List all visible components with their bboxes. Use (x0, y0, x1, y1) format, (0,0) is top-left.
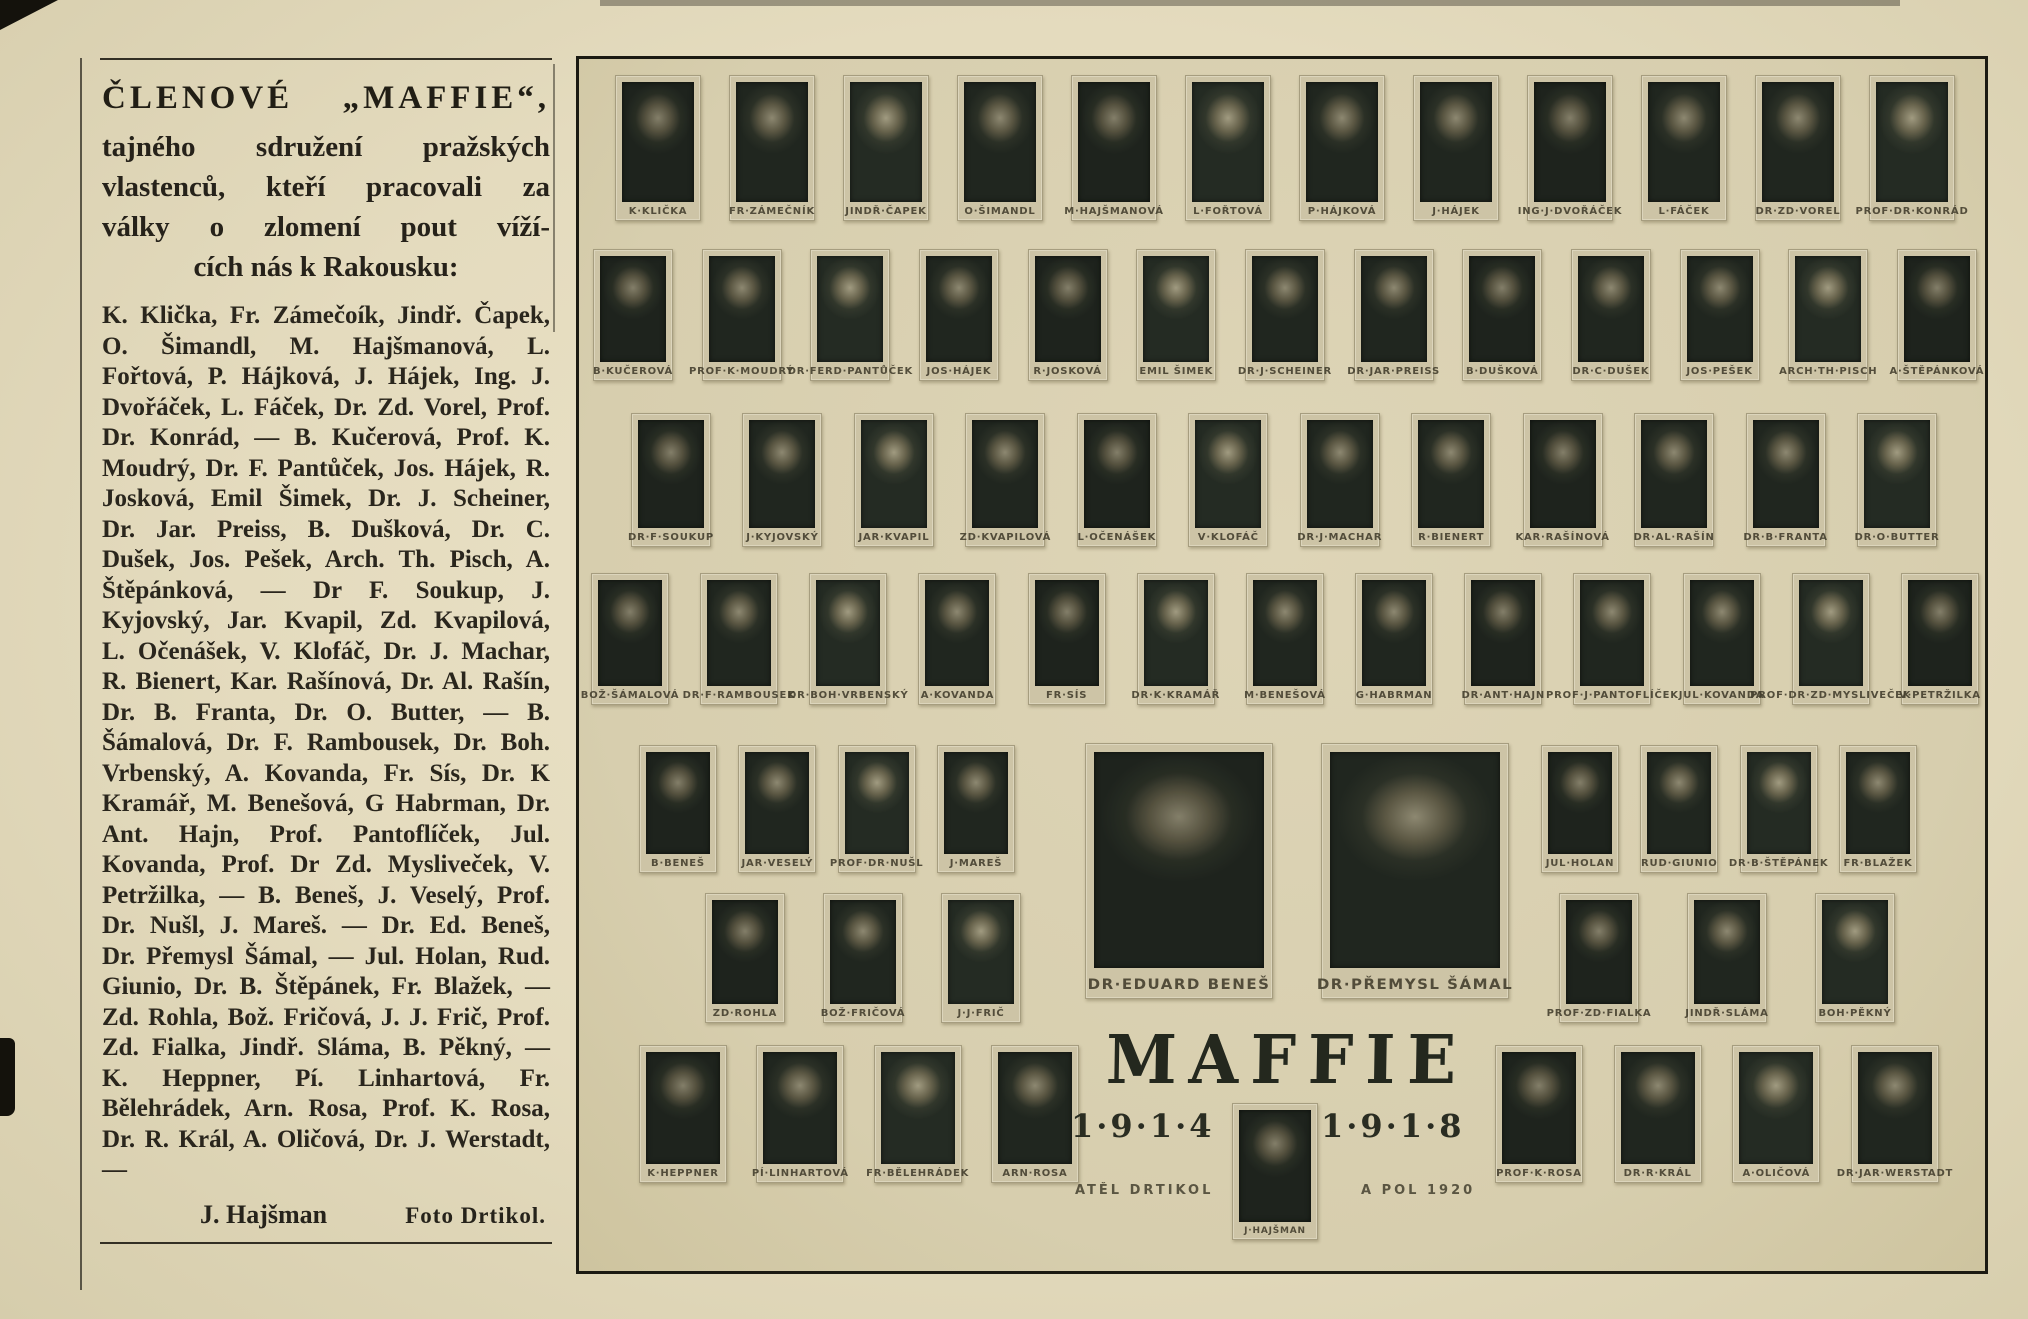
portrait-image (1648, 82, 1720, 202)
portrait-caption: JINDŘ·SLÁMA (1685, 1008, 1769, 1019)
portrait-image (1690, 580, 1754, 686)
portrait-photo (1185, 75, 1271, 221)
portrait-caption: V·PETRŽILKA (1898, 690, 1981, 701)
portrait-caption: J·HÁJEK (1432, 206, 1480, 217)
portrait-photo (1546, 573, 1679, 705)
portrait-image (1252, 256, 1318, 362)
portrait-image (1078, 82, 1150, 202)
portrait-image (1876, 82, 1948, 202)
portrait-caption: DR·C·DUŠEK (1572, 366, 1650, 377)
portrait-image (998, 1052, 1072, 1164)
scan-artifact-edge (0, 1038, 15, 1116)
portrait-photo (742, 413, 822, 547)
portrait-photo (959, 413, 1052, 547)
portrait-caption: DR·JAR·PREISS (1347, 366, 1440, 377)
portrait-caption: DR·J·SCHEINER (1237, 366, 1332, 377)
portrait-image (1143, 256, 1209, 362)
portrait-caption: FR·BLAŽEK (1843, 858, 1913, 869)
portrait-photo (682, 573, 796, 705)
portrait-photo (1839, 745, 1917, 873)
portrait-photo (1898, 573, 1981, 705)
portrait-image (926, 256, 992, 362)
portrait-image (1795, 256, 1861, 362)
portrait-image (1753, 420, 1819, 528)
portrait-image (1469, 256, 1535, 362)
portrait-caption: RUD·GIUNIO (1641, 858, 1718, 869)
portrait-caption: PROF·J·PANTOFLÍČEK (1546, 690, 1679, 701)
portrait-group-row1 (615, 75, 1969, 221)
portrait-caption: JAR·KVAPIL (858, 532, 930, 543)
portrait-photo (1571, 249, 1651, 381)
portrait-photo (705, 893, 785, 1023)
portrait-caption: FR·ZÁMEČNÍK (728, 206, 816, 217)
portrait-caption: P·HÁJKOVÁ (1307, 206, 1377, 217)
portrait-image (1307, 420, 1373, 528)
portrait-photo (1546, 893, 1652, 1023)
portrait-photo (1077, 413, 1157, 547)
portrait-caption: DR·BOH·VRBENSKÝ (788, 690, 909, 701)
portrait-photo (1064, 75, 1164, 221)
portrait-photo (918, 573, 996, 705)
portrait-caption: DR·PŘEMYSL ŠÁMAL (1316, 975, 1514, 993)
portrait-image (1502, 1052, 1576, 1164)
portrait-image (1418, 420, 1484, 528)
portrait-image (881, 1052, 955, 1164)
portrait-photo (1136, 249, 1216, 381)
portrait-caption: B·DUŠKOVÁ (1465, 366, 1539, 377)
portrait-caption: J·HAJŠMAN (1244, 1226, 1306, 1236)
portrait-image (646, 1052, 720, 1164)
portrait-photo (1640, 745, 1718, 873)
portrait-photo (1131, 573, 1221, 705)
portrait-photo (1634, 413, 1714, 547)
portrait-photo (788, 573, 909, 705)
portrait-image (646, 752, 710, 854)
portrait-image (1739, 1052, 1813, 1164)
scan-artifact-corner (0, 0, 58, 30)
portrait-image (1566, 900, 1632, 1004)
portrait-image (1846, 752, 1910, 854)
portrait-photo (1316, 743, 1514, 999)
portrait-caption: FR·BĚLEHRÁDEK (866, 1168, 970, 1179)
atelier-date: A POL 1920 (1361, 1183, 1476, 1198)
atelier-credit: ATĚL DRTIKOL (1075, 1183, 1214, 1198)
portrait-caption: A·KOVANDA (920, 690, 995, 701)
portrait-caption: KAR·RAŠÍNOVÁ (1515, 532, 1610, 543)
portrait-photo (941, 893, 1021, 1023)
portrait-photo (639, 1045, 727, 1183)
portrait-caption: BOH·PĚKNÝ (1818, 1008, 1892, 1019)
portrait-caption: G·HABRMAN (1355, 690, 1433, 701)
portrait-image (622, 82, 694, 202)
portrait-photo (729, 75, 815, 221)
portrait-caption: L·FOŘTOVÁ (1193, 206, 1263, 217)
year-1918: 1·9·1·8 (1321, 1107, 1465, 1145)
portrait-image (1647, 752, 1711, 854)
portrait-caption: JOS·PEŠEK (1686, 366, 1753, 377)
portrait-photo (919, 249, 999, 381)
portrait-photo (1854, 413, 1940, 547)
portrait-photo (1237, 249, 1332, 381)
portrait-caption: DR·EDUARD BENEŠ (1087, 975, 1271, 993)
portrait-photo (1299, 75, 1385, 221)
portrait-image (736, 82, 808, 202)
portrait-image (1687, 256, 1753, 362)
portrait-image (1192, 82, 1264, 202)
portrait-caption: JOS·HÁJEK (926, 366, 992, 377)
portrait-image (749, 420, 815, 528)
portrait-caption: PÍ·LINHARTOVÁ (751, 1168, 849, 1179)
portrait-image (1530, 420, 1596, 528)
article-heading: ČLENOVÉ „MAFFIE“, (102, 80, 550, 116)
portrait-caption: ARCH·TH·PISCH (1779, 366, 1878, 377)
portrait-image (598, 580, 662, 686)
portrait-photo (1085, 743, 1273, 999)
article-subtitle-line: války o zlomení pout víží- (102, 211, 550, 243)
portrait-image (1822, 900, 1888, 1004)
portrait-image (1253, 580, 1317, 686)
portrait-image (1641, 420, 1707, 528)
portrait-image (1621, 1052, 1695, 1164)
portrait-photo (1462, 249, 1542, 381)
portrait-photo (1836, 1045, 1954, 1183)
portrait-group-center-pair (1085, 743, 1514, 999)
portrait-caption: A·OLIČOVÁ (1742, 1168, 1811, 1179)
portrait-photo (1732, 1045, 1820, 1183)
portrait-photo (1541, 745, 1619, 873)
left-text-column (100, 58, 552, 1244)
portrait-caption: B·BENEŠ (651, 858, 705, 869)
portrait-image (850, 82, 922, 202)
portrait-caption: DR·R·KRÁL (1623, 1168, 1692, 1179)
portrait-group-row4 (580, 573, 1981, 705)
portrait-image (817, 256, 883, 362)
portrait-caption: DR·F·RAMBOUSEK (682, 690, 796, 701)
portrait-photo (1028, 249, 1108, 381)
portrait-photo (991, 1045, 1079, 1183)
maffie-logo-text: MAFFIE (1105, 1021, 1469, 1100)
portrait-caption: PROF·K·MOUDRÝ (688, 366, 795, 377)
article-subtitle-line: vlastenců, kteří pracovali za (102, 171, 550, 203)
portrait-caption: DR·FERD·PANTŮČEK (787, 366, 914, 377)
portrait-caption: DR·AL·RAŠÍN (1633, 532, 1715, 543)
portrait-image (1471, 580, 1535, 686)
portrait-image (925, 580, 989, 686)
portrait-photo (1517, 75, 1623, 221)
portrait-photo (1687, 893, 1767, 1023)
portrait-photo (1515, 413, 1610, 547)
portrait-photo (1246, 573, 1324, 705)
portrait-image (1580, 580, 1644, 686)
portrait-photo (787, 249, 914, 381)
portrait-caption: J·MAREŠ (949, 858, 1003, 869)
year-1914: 1·9·1·4 (1071, 1107, 1215, 1145)
portrait-image (1864, 420, 1930, 528)
portrait-caption: DR·JAR·WERSTADT (1836, 1168, 1954, 1179)
portrait-image (745, 752, 809, 854)
portrait-image (709, 256, 775, 362)
portrait-image (1534, 82, 1606, 202)
portrait-image (1239, 1110, 1311, 1222)
portrait-caption: M·HAJŠMANOVÁ (1064, 206, 1164, 217)
portrait-image (1035, 256, 1101, 362)
portrait-photo (688, 249, 795, 381)
portrait-caption: JINDŘ·ČAPEK (845, 206, 927, 217)
portrait-image (707, 580, 771, 686)
portrait-group-row5-right (1541, 745, 1917, 873)
portrait-caption: PROF·DR·KONRÁD (1855, 206, 1969, 217)
portrait-photo (957, 75, 1043, 221)
portrait-image (1144, 580, 1208, 686)
portrait-photo (580, 573, 680, 705)
portrait-caption: ZD·KVAPILOVÁ (959, 532, 1052, 543)
portrait-caption: PROF·ZD·FIALKA (1546, 1008, 1652, 1019)
portrait-caption: DR·B·FRANTA (1743, 532, 1828, 543)
portrait-caption: DR·B·ŠTĚPÁNEK (1728, 858, 1829, 869)
portrait-caption: DR·ZD·VOREL (1755, 206, 1841, 217)
column-divider-rule (553, 64, 555, 332)
column-footer (100, 1200, 552, 1230)
portrait-image (1094, 752, 1264, 968)
portrait-image (948, 900, 1014, 1004)
portrait-caption: R·JOSKOVÁ (1033, 366, 1102, 377)
portrait-image (830, 900, 896, 1004)
portrait-caption: DR·F·SOUKUP (627, 532, 715, 543)
portrait-photo (615, 75, 701, 221)
portrait-photo (829, 745, 924, 873)
portrait-photo (751, 1045, 849, 1183)
portrait-image (964, 82, 1036, 202)
portrait-caption: R·BIENERT (1418, 532, 1485, 543)
portrait-photo (627, 413, 715, 547)
portrait-caption: DR·K·KRAMÁŘ (1131, 690, 1221, 701)
portrait-caption: FR·SÍS (1045, 690, 1088, 701)
portrait-photo (1411, 413, 1491, 547)
portrait-image (845, 752, 909, 854)
portrait-caption: A·ŠTĚPÁNKOVÁ (1889, 366, 1985, 377)
portrait-image (1578, 256, 1644, 362)
portrait-group-row2 (592, 249, 1985, 381)
portrait-caption: L·FÁČEK (1658, 206, 1710, 217)
portrait-photo (1750, 573, 1912, 705)
portrait-image (1762, 82, 1834, 202)
portrait-photo (1779, 249, 1878, 381)
portrait-caption: L·OČENÁŠEK (1077, 532, 1157, 543)
portrait-photo (1028, 573, 1106, 705)
portrait-caption: B·KUČEROVÁ (592, 366, 674, 377)
portrait-image (1420, 82, 1492, 202)
portrait-caption: K·KLIČKA (628, 206, 688, 217)
photo-credit: Foto Drtikol. (405, 1203, 546, 1228)
portrait-caption: PROF·K·ROSA (1496, 1168, 1582, 1179)
portrait-group-row5-left (639, 745, 1015, 873)
portrait-group-row3 (627, 413, 1940, 547)
portrait-caption: PROF·DR·NUŠL (829, 858, 924, 869)
portrait-image (1361, 256, 1427, 362)
portrait-caption: JUL·KOVANDA (1678, 690, 1765, 701)
portrait-photo (1743, 413, 1828, 547)
portrait-caption: ARN·ROSA (1002, 1168, 1068, 1179)
portrait-image (1747, 752, 1811, 854)
portrait-photo (1755, 75, 1841, 221)
portrait-image (972, 420, 1038, 528)
portrait-image (638, 420, 704, 528)
portrait-caption: V·KLOFÁČ (1197, 532, 1259, 543)
portrait-image (1084, 420, 1150, 528)
portrait-photo (1855, 75, 1969, 221)
article-subtitle-line: tajného sdružení pražských (102, 131, 550, 163)
portrait-caption: ING·J·DVOŘÁČEK (1517, 206, 1623, 217)
portrait-photo (1641, 75, 1727, 221)
portrait-photo (1232, 1103, 1318, 1240)
portrait-group-hajsman (1229, 1103, 1321, 1240)
portrait-image (1548, 752, 1612, 854)
portrait-photo (1889, 249, 1985, 381)
portrait-photo (1347, 249, 1440, 381)
portrait-caption: BOŽ·FRIČOVÁ (820, 1008, 906, 1019)
portrait-image (1330, 752, 1500, 968)
portrait-image (600, 256, 666, 362)
portrait-image (763, 1052, 837, 1164)
portrait-image (1362, 580, 1426, 686)
portrait-caption: M·BENEŠOVÁ (1244, 690, 1326, 701)
portrait-caption: DR·O·BUTTER (1854, 532, 1940, 543)
portrait-photo (1728, 745, 1829, 873)
portrait-image (861, 420, 927, 528)
member-names-paragraph: K. Klička, Fr. Zámečoík, Jindř. Čapek, O. Šimandl, M. Hajšmanová, L. Fořtová, P. Hájková, J. Hájek, Ing. J. Dvořáček, L. Fáček, Dr. Zd. Vorel, Prof. Dr. Konrád, — B. Kučerová, Prof. K. Moudrý, Dr. F. Pantůček, Jos. Hájek, R. Josková, Emil Šimek, Dr. J. Scheiner, Dr. Jar. Preiss, B. Dušková, Dr. C. Dušek, Jos. Pešek, Arch. Th. Pisch, A. Štěpánková, — Dr F. Soukup, J. Kyjovský, Jar. Kvapil, Zd. Kvapilová, L. Očenášek, V. Klofáč, Dr. J. Machar, R. Bienert, Kar. Rašínová, Dr. Al. Rašín, Dr. B. Franta, Dr. O. Butter, — B. Šámalová, Dr. F. Rambousek, Dr. Boh. Vrbenský, A. Kovanda, Fr. Sís, Dr. K Kramář, M. Benešová, G Habrman, Dr. Ant. Hajn, Prof. Pantoflíček, Jul. Kovanda, Prof. Dr Zd. Mysliveček, V. Petržilka, — B. Beneš, J. Veselý, Prof. Dr. Nušl, J. Mareš. — Dr. Ed. Beneš, Dr. Přemysl Šámal, — Jul. Holan, Rud. Giunio, Dr. B. Štěpánek, Fr. Blažek, — Zd. Rohla, Bož. Fričová, J. J. Frič, Prof. Zd. Fialka, Jindř. Sláma, B. Pěkný, — K. Heppner, Pí. Linhartová, Fr. Bělehrádek, Arn. Rosa, Prof. K. Rosa, Dr. R. Král, A. Oličová, Dr. J. Werstadt, — (102, 302, 550, 1183)
portrait-photo (854, 413, 934, 547)
portrait-photo (1297, 413, 1383, 547)
portrait-photo (738, 745, 816, 873)
portrait-caption: DR·J·MACHAR (1297, 532, 1383, 543)
portrait-photo (1614, 1045, 1702, 1183)
portrait-image (816, 580, 880, 686)
portrait-caption: K·HEPPNER (647, 1168, 719, 1179)
portrait-photo (1355, 573, 1433, 705)
portrait-group-row6-right (1546, 893, 1895, 1023)
portrait-caption: JUL·HOLAN (1545, 858, 1615, 869)
portrait-caption: DR·ANT·HAJN (1461, 690, 1546, 701)
portrait-photo (1461, 573, 1546, 705)
scan-artifact-top (600, 0, 1900, 6)
portrait-photo (1680, 249, 1760, 381)
portrait-photo (639, 745, 717, 873)
portrait-caption: J·J·FRIČ (957, 1008, 1005, 1019)
portrait-caption: ZD·ROHLA (712, 1008, 778, 1019)
author-name: J. Hajšman (200, 1200, 328, 1229)
portrait-group-bottom-right (1495, 1045, 1954, 1183)
portrait-caption: EMIL ŠIMEK (1139, 366, 1214, 377)
portrait-image (1035, 580, 1099, 686)
article-subtitle-line: cích nás k Rakousku: (193, 251, 459, 283)
portrait-photo (866, 1045, 970, 1183)
portrait-photo (1815, 893, 1895, 1023)
photo-montage (576, 56, 1988, 1274)
portrait-caption: J·KYJOVSKÝ (746, 532, 819, 543)
portrait-photo (1495, 1045, 1583, 1183)
portrait-caption: PROF·DR·ZD·MYSLIVEČEK (1750, 690, 1912, 701)
portrait-image (1904, 256, 1970, 362)
portrait-photo (843, 75, 929, 221)
portrait-image (944, 752, 1008, 854)
portrait-image (712, 900, 778, 1004)
portrait-image (1195, 420, 1261, 528)
portrait-group-row6-left (705, 893, 1021, 1023)
portrait-image (1858, 1052, 1932, 1164)
portrait-photo (593, 249, 673, 381)
portrait-group-bottom-left (639, 1045, 1079, 1183)
left-vertical-rule (80, 58, 82, 1290)
portrait-image (1908, 580, 1972, 686)
portrait-caption: O·ŠIMANDL (964, 206, 1036, 217)
portrait-image (1306, 82, 1378, 202)
portrait-photo (1188, 413, 1268, 547)
portrait-caption: BOŽ·ŠÁMALOVÁ (580, 690, 680, 701)
portrait-photo (1413, 75, 1499, 221)
portrait-image (1799, 580, 1863, 686)
portrait-caption: JAR·VESELÝ (741, 858, 814, 869)
portrait-photo (937, 745, 1015, 873)
portrait-image (1694, 900, 1760, 1004)
portrait-photo (1678, 573, 1765, 705)
portrait-photo (820, 893, 906, 1023)
